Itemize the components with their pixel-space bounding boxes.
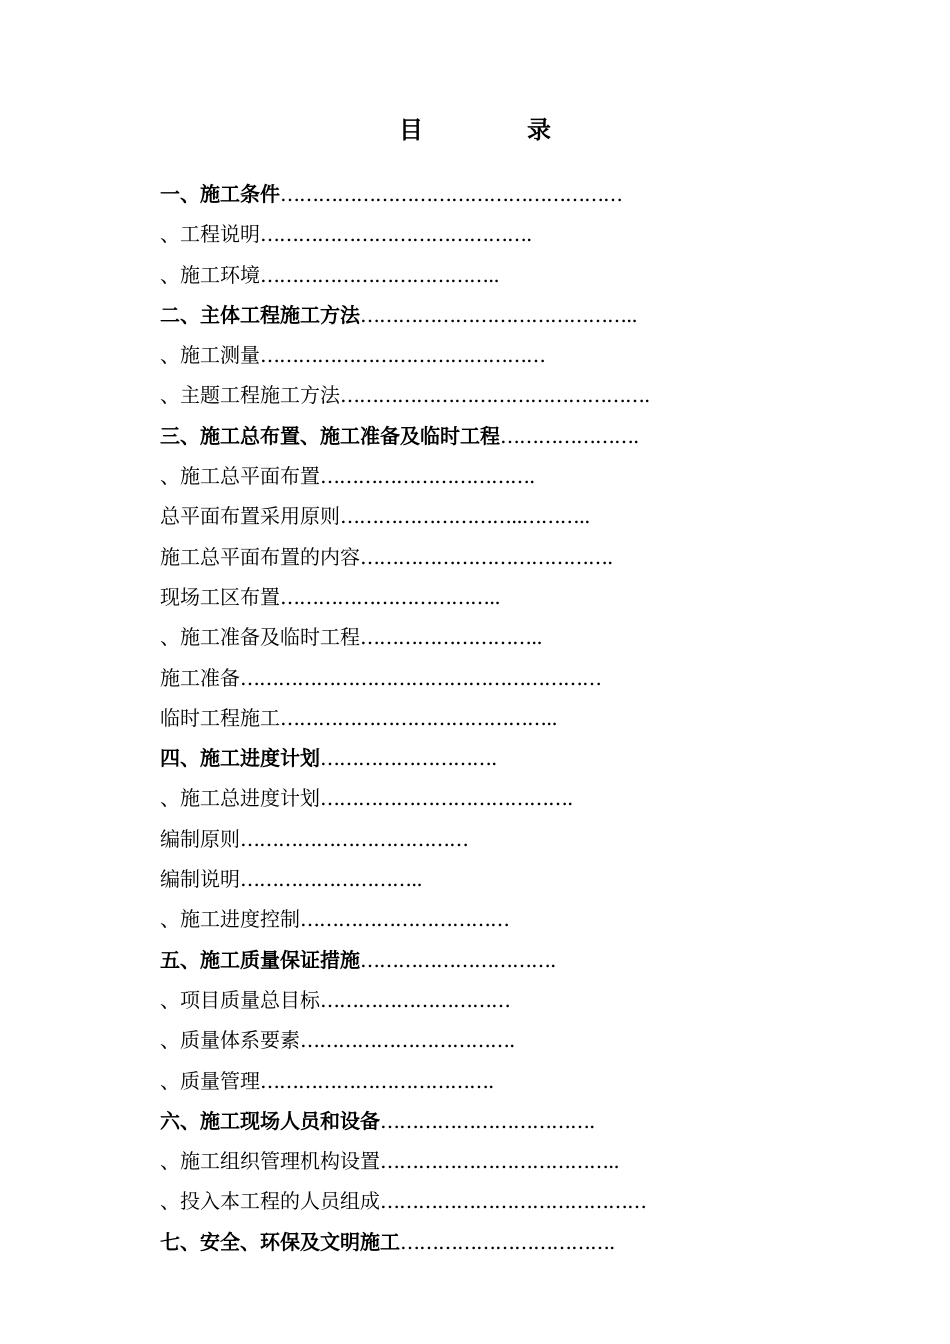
toc-entry-leader: ……………………………………… xyxy=(260,343,545,368)
toc-entry-label: 临时工程施工 xyxy=(160,705,280,730)
toc-entry[interactable] xyxy=(160,377,800,417)
toc-entry-leader: ……………………………………………… xyxy=(280,182,622,206)
toc-entry-label: 施工总平面布置的内容 xyxy=(160,544,360,569)
toc-entry-label: 、施工进度控制 xyxy=(160,907,300,932)
toc-entry-label: 四、施工进度计划 xyxy=(160,746,320,771)
toc-entry-label: 二、主体工程施工方法 xyxy=(160,302,360,327)
toc-entry-leader: ………………………………. xyxy=(260,1068,494,1093)
toc-entry-leader: ………………………… xyxy=(320,987,510,1012)
toc-entry-leader: ……………………………….. xyxy=(260,262,499,287)
toc-title: 目 录 xyxy=(399,115,591,144)
toc-section-heading[interactable] xyxy=(160,418,800,458)
toc-entry[interactable] xyxy=(160,1022,800,1062)
toc-entry-leader: ……………………….. xyxy=(360,625,542,650)
toc-entry-label: 五、施工质量保证措施 xyxy=(160,947,360,972)
toc-entry-label: 、施工组织管理机构设置 xyxy=(160,1149,380,1174)
toc-entry-label: 、工程说明 xyxy=(160,222,260,247)
toc-entry[interactable] xyxy=(160,458,800,498)
toc-entry-label: 、施工准备及临时工程 xyxy=(160,625,360,650)
toc-section-heading[interactable] xyxy=(160,176,800,216)
toc-entry[interactable] xyxy=(160,861,800,901)
toc-entry-leader: ………………………. xyxy=(320,746,497,771)
toc-entry-leader: …………………………………. xyxy=(360,544,613,569)
toc-entry[interactable] xyxy=(160,579,800,619)
toc-entry-leader: …………………………….. xyxy=(280,584,500,609)
toc-entry-leader: …………………………………….. xyxy=(360,302,637,327)
toc-entry-label: 现场工区布置 xyxy=(160,584,280,609)
toc-entry-leader: ……………………………………. xyxy=(260,222,532,247)
toc-entry[interactable] xyxy=(160,216,800,256)
toc-entry-label: 施工准备 xyxy=(160,665,240,690)
toc-entry[interactable] xyxy=(160,982,800,1022)
toc-section-heading[interactable] xyxy=(160,1224,800,1264)
toc-entry[interactable] xyxy=(160,619,800,659)
toc-entry-label: 总平面布置采用原则 xyxy=(160,504,340,529)
toc-entry-label: 六、施工现场人员和设备 xyxy=(160,1108,380,1133)
toc-entry-label: 七、安全、环保及文明施工 xyxy=(160,1229,400,1254)
toc-entry-leader: …………………………………….. xyxy=(280,705,557,730)
toc-entry-leader: …………………………………… xyxy=(380,1189,646,1214)
toc-entry-leader: …………………………… xyxy=(300,907,509,932)
toc-section-heading[interactable] xyxy=(160,740,800,780)
toc-entry-label: 、施工总进度计划 xyxy=(160,786,320,811)
toc-entry-label: 、主题工程施工方法 xyxy=(160,383,340,408)
toc-entry-label: 、质量管理 xyxy=(160,1068,260,1093)
toc-entry-label: 、施工测量 xyxy=(160,343,260,368)
toc-entry-leader: ……………………………….. xyxy=(380,1149,619,1174)
toc-entry-leader: ……………………………. xyxy=(380,1108,595,1133)
toc-entry-leader: …………………………………………. xyxy=(340,383,650,408)
toc-entry[interactable] xyxy=(160,660,800,700)
toc-section-heading[interactable] xyxy=(160,1103,800,1143)
toc-entry-label: 、投入本工程的人员组成 xyxy=(160,1189,380,1214)
toc-entry-leader: ……………………………. xyxy=(320,464,535,489)
toc-entry-leader: ……………………………. xyxy=(400,1229,615,1254)
toc-entry-leader: …………………………. xyxy=(360,947,556,972)
toc-section-heading[interactable] xyxy=(160,297,800,337)
toc-entry-leader: ………………………………………………… xyxy=(240,665,601,690)
toc-entry[interactable] xyxy=(160,1143,800,1183)
toc-entry[interactable] xyxy=(160,901,800,941)
toc-entry-label: 编制说明 xyxy=(160,867,240,892)
toc-entry[interactable] xyxy=(160,539,800,579)
toc-entry-leader: ……………………………. xyxy=(300,1028,515,1053)
toc-entry-label: 编制原则 xyxy=(160,826,240,851)
toc-entry[interactable] xyxy=(160,257,800,297)
toc-entry-leader: ……………………….. xyxy=(240,867,422,892)
toc-entry[interactable] xyxy=(160,1183,800,1223)
toc-entry[interactable] xyxy=(160,498,800,538)
toc-entry[interactable] xyxy=(160,1063,800,1103)
toc-entry-label: 、施工总平面布置 xyxy=(160,464,320,489)
toc-entry-leader: …………………………………. xyxy=(320,786,573,811)
toc-entry[interactable] xyxy=(160,337,800,377)
toc-entry[interactable] xyxy=(160,780,800,820)
toc-entry-leader: …………………. xyxy=(500,423,639,448)
toc-entry-label: 三、施工总布置、施工准备及临时工程 xyxy=(160,423,500,448)
toc-section-heading[interactable] xyxy=(160,942,800,982)
toc-entry-leader: ……………………………… xyxy=(240,826,468,851)
toc-entry-leader: ………………………..……….. xyxy=(340,504,590,529)
toc-entry[interactable] xyxy=(160,821,800,861)
toc-entry-label: 、项目质量总目标 xyxy=(160,987,320,1012)
toc-entry[interactable] xyxy=(160,700,800,740)
toc-entry-label: 、质量体系要素 xyxy=(160,1028,300,1053)
toc-entry-label: 一、施工条件 xyxy=(160,182,280,206)
toc-list xyxy=(160,176,800,1264)
toc-entry-label: 、施工环境 xyxy=(160,262,260,287)
